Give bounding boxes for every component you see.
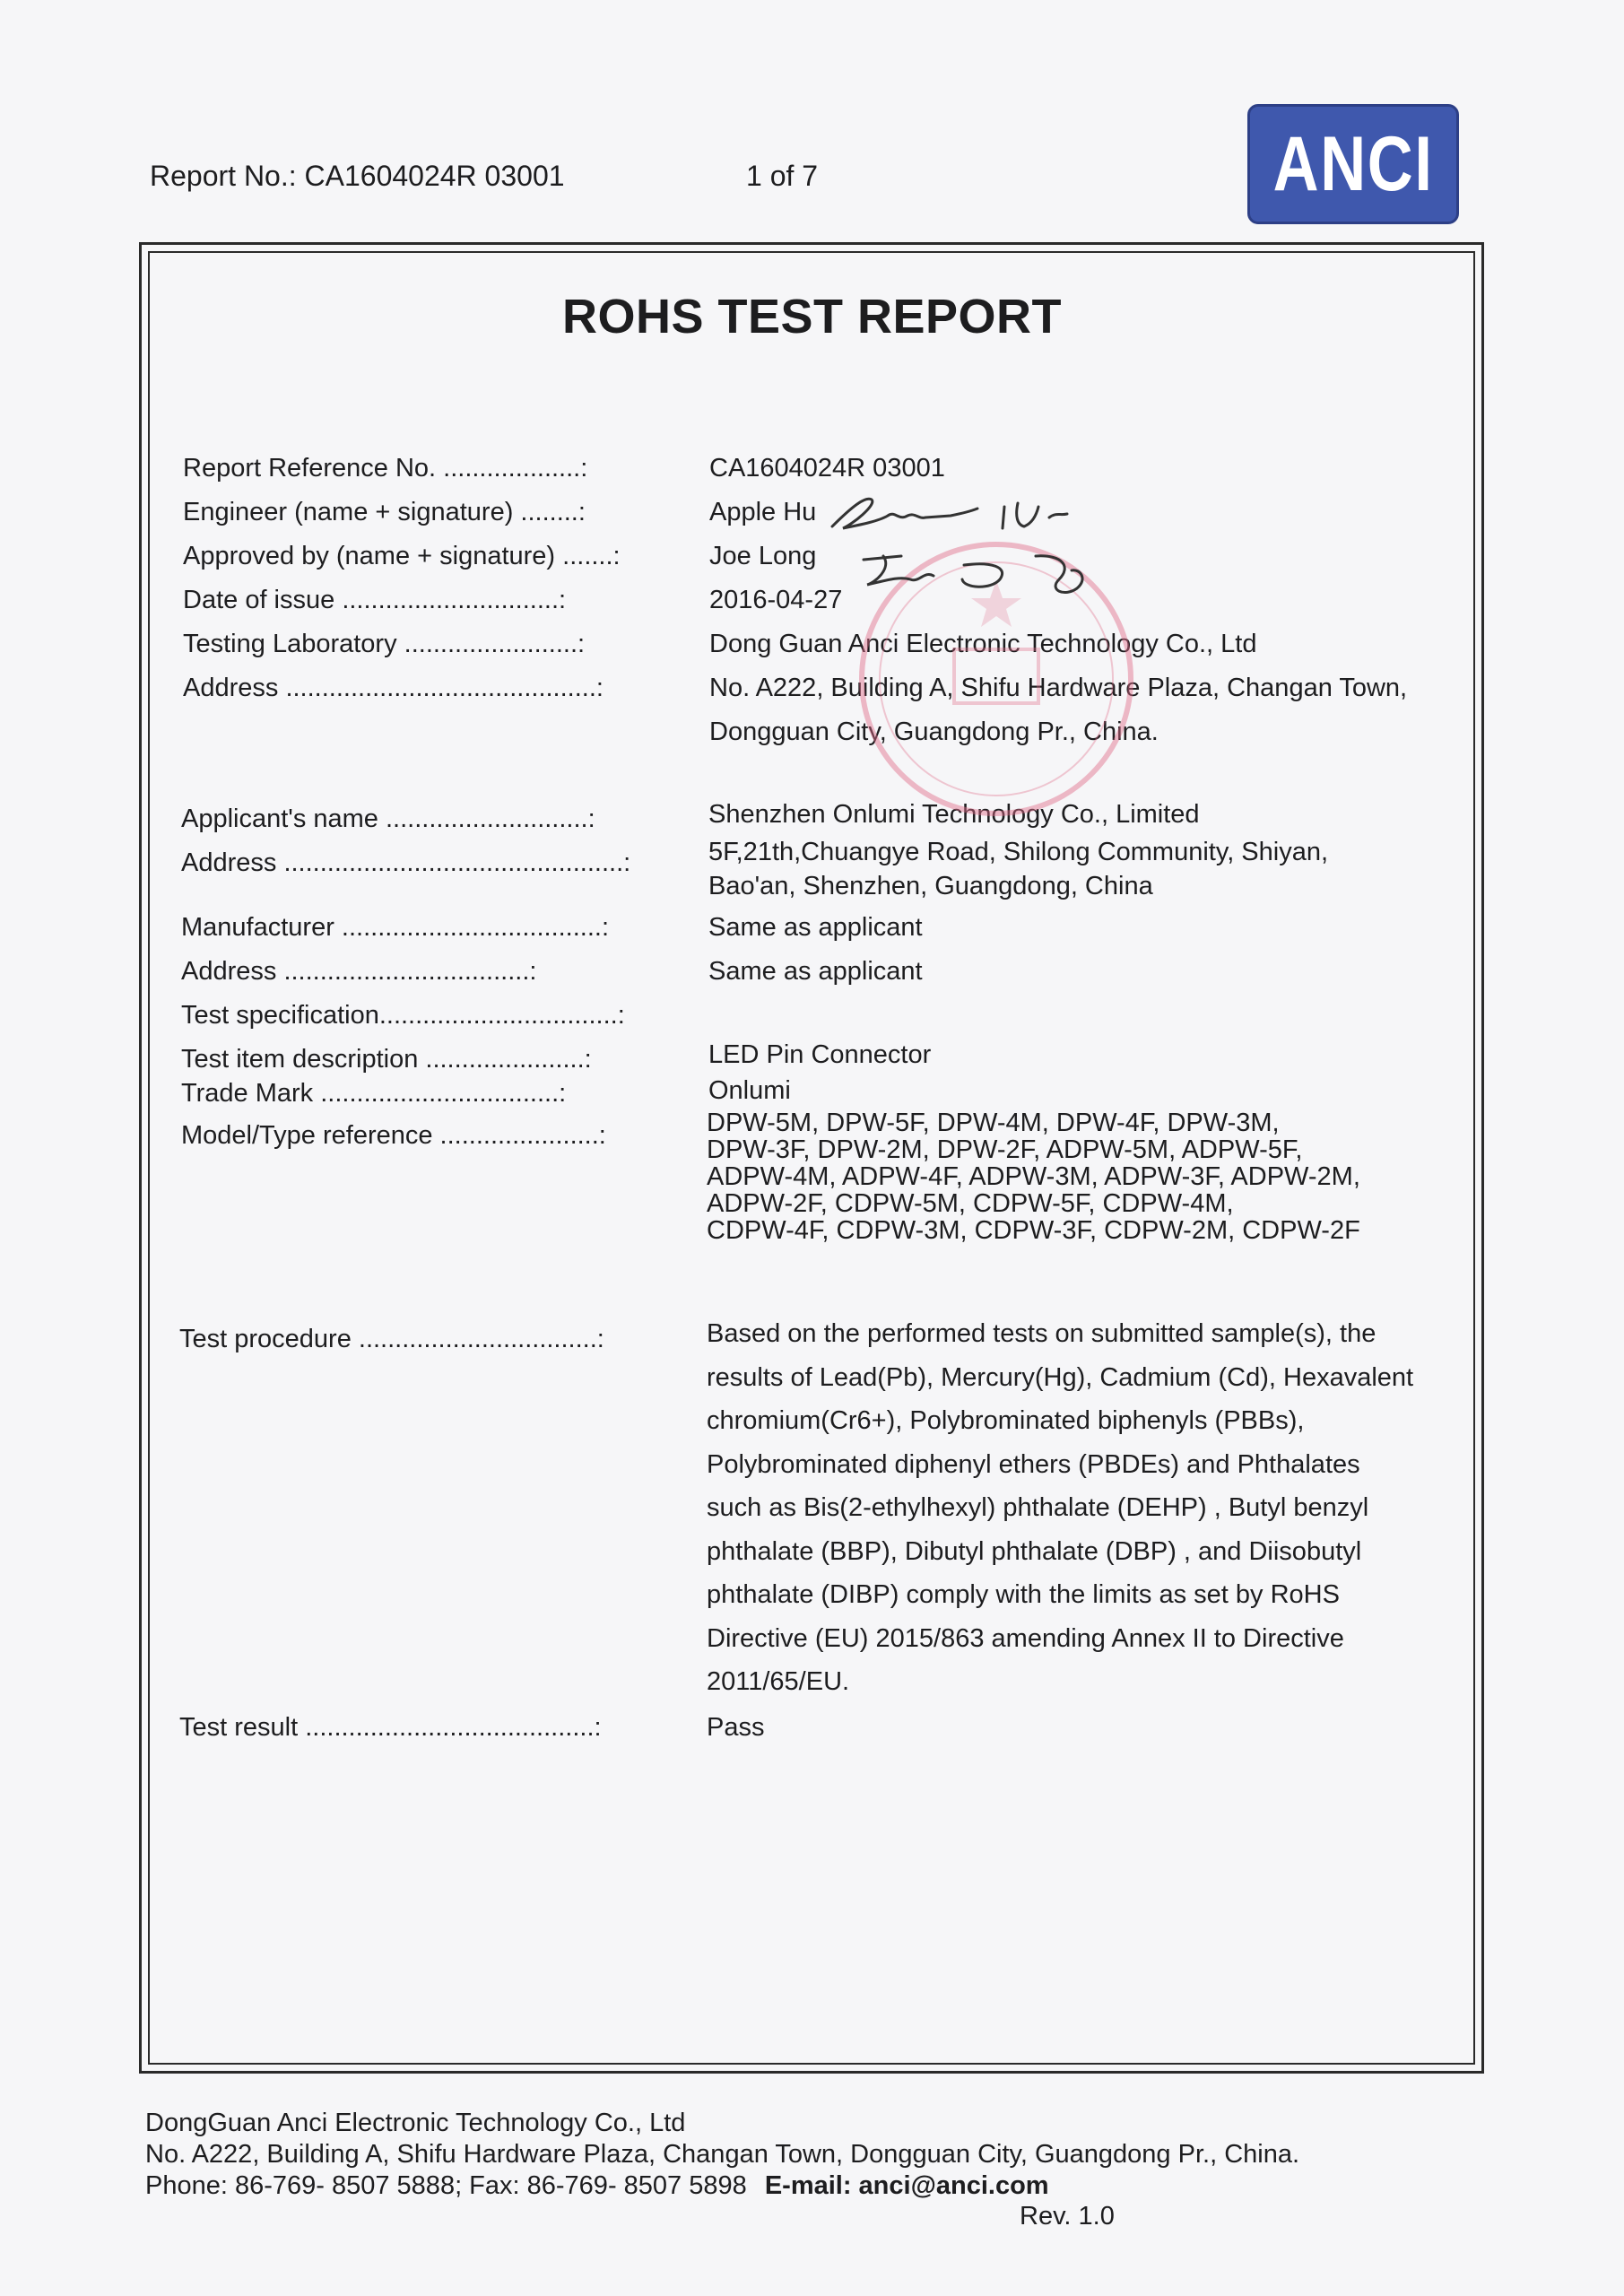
anci-logo-text: ANCI <box>1272 120 1434 207</box>
applicant-address-label: Address ...............................................: <box>181 848 631 877</box>
manufacturer-label: Manufacturer ....................................: <box>181 913 610 942</box>
trade-value: Onlumi <box>708 1076 791 1105</box>
model-line: CDPW-4F, CDPW-3M, CDPW-3F, CDPW-2M, CDPW-2F <box>707 1216 1360 1245</box>
date-label: Date of issue ..............................: <box>183 586 567 614</box>
procedure-line: results of Lead(Pb), Mercury(Hg), Cadmium (Cd), Hexavalent <box>707 1362 1414 1392</box>
anci-logo <box>1247 104 1459 224</box>
footer-contact <box>145 2171 1049 2201</box>
applicant-address-line-2: Bao'an, Shenzhen, Guangdong, China <box>708 872 1153 900</box>
procedure-label: Test procedure .................................: <box>179 1325 604 1353</box>
model-line: ADPW-2F, CDPW-5M, CDPW-5F, CDPW-4M, <box>707 1189 1234 1218</box>
footer-revision: Rev. 1.0 <box>1020 2202 1115 2231</box>
procedure-line: 2011/65/EU. <box>707 1667 850 1696</box>
item-label: Test item description ......................: <box>181 1045 592 1074</box>
footer-phone: Phone: 86-769- 8507 5888; Fax: 86-769- 8507 5898 <box>145 2171 747 2200</box>
item-value: LED Pin Connector <box>708 1040 932 1069</box>
result-label: Test result ........................................: <box>179 1713 602 1742</box>
procedure-line: phthalate (DIBP) comply with the limits as set by RoHS <box>707 1580 1340 1609</box>
result-value: Pass <box>707 1713 765 1742</box>
lab-label: Testing Laboratory ........................: <box>183 630 586 658</box>
page-number: 1 of 7 <box>746 160 819 192</box>
ref-label: Report Reference No. ...................: <box>183 454 588 483</box>
footer-company: DongGuan Anci Electronic Technology Co., Ltd <box>145 2109 686 2137</box>
applicant-value: Shenzhen Onlumi Technology Co., Limited <box>708 800 1200 829</box>
applicant-label: Applicant's name ............................: <box>181 804 595 833</box>
procedure-line: Directive (EU) 2015/863 amending Annex II to Directive <box>707 1623 1344 1653</box>
trade-label: Trade Mark .................................: <box>181 1079 567 1108</box>
model-label: Model/Type reference ......................: <box>181 1121 606 1150</box>
date-value: 2016-04-27 <box>709 586 843 614</box>
model-line: DPW-5M, DPW-5F, DPW-4M, DPW-4F, DPW-3M, <box>707 1109 1280 1137</box>
lab-value: Dong Guan Anci Electronic Technology Co., Ltd <box>709 630 1257 658</box>
procedure-line: such as Bis(2-ethylhexyl) phthalate (DEHP) , Butyl benzyl <box>707 1493 1369 1522</box>
report-title: ROHS TEST REPORT <box>561 290 1063 344</box>
engineer-label: Engineer (name + signature) ........: <box>183 498 586 526</box>
procedure-text <box>707 1312 1413 1704</box>
approver-signature-icon <box>856 549 1116 604</box>
footer-address: No. A222, Building A, Shifu Hardware Plaza, Changan Town, Dongguan City, Guangdong Pr., China. <box>145 2140 1300 2169</box>
manufacturer-address-value: Same as applicant <box>708 957 923 986</box>
applicant-address-line-1: 5F,21th,Chuangye Road, Shilong Community, Shiyan, <box>708 838 1329 866</box>
spec-label: Test specification.................................: <box>181 1001 625 1030</box>
manufacturer-address-label: Address ..................................: <box>181 957 537 986</box>
footer-email: E-mail: anci@anci.com <box>764 2171 1049 2200</box>
procedure-line: phthalate (BBP), Dibutyl phthalate (DBP) , and Diisobutyl <box>707 1536 1362 1566</box>
lab-address-line-2: Dongguan City, Guangdong Pr., China. <box>709 718 1159 746</box>
manufacturer-value: Same as applicant <box>708 913 923 942</box>
engineer-value: Apple Hu <box>709 498 817 526</box>
procedure-line: Polybrominated diphenyl ethers (PBDEs) and Phthalates <box>707 1449 1360 1479</box>
approved-value: Joe Long <box>709 542 817 570</box>
procedure-line: chromium(Cr6+), Polybrominated biphenyls (PBBs), <box>707 1406 1305 1435</box>
procedure-line: Based on the performed tests on submitted sample(s), the <box>707 1319 1376 1348</box>
model-line: DPW-3F, DPW-2M, DPW-2F, ADPW-5M, ADPW-5F, <box>707 1135 1303 1164</box>
report-number: Report No.: CA1604024R 03001 <box>150 160 565 192</box>
ref-value: CA1604024R 03001 <box>709 454 945 483</box>
model-list <box>707 1109 1360 1244</box>
lab-address-label: Address ...........................................: <box>183 674 604 702</box>
approved-label: Approved by (name + signature) .......: <box>183 542 621 570</box>
lab-address-line-1: No. A222, Building A, Shifu Hardware Plaza, Changan Town, <box>709 674 1408 702</box>
model-line: ADPW-4M, ADPW-4F, ADPW-3M, ADPW-3F, ADPW-2M, <box>707 1162 1360 1191</box>
engineer-signature-icon <box>825 489 1121 543</box>
